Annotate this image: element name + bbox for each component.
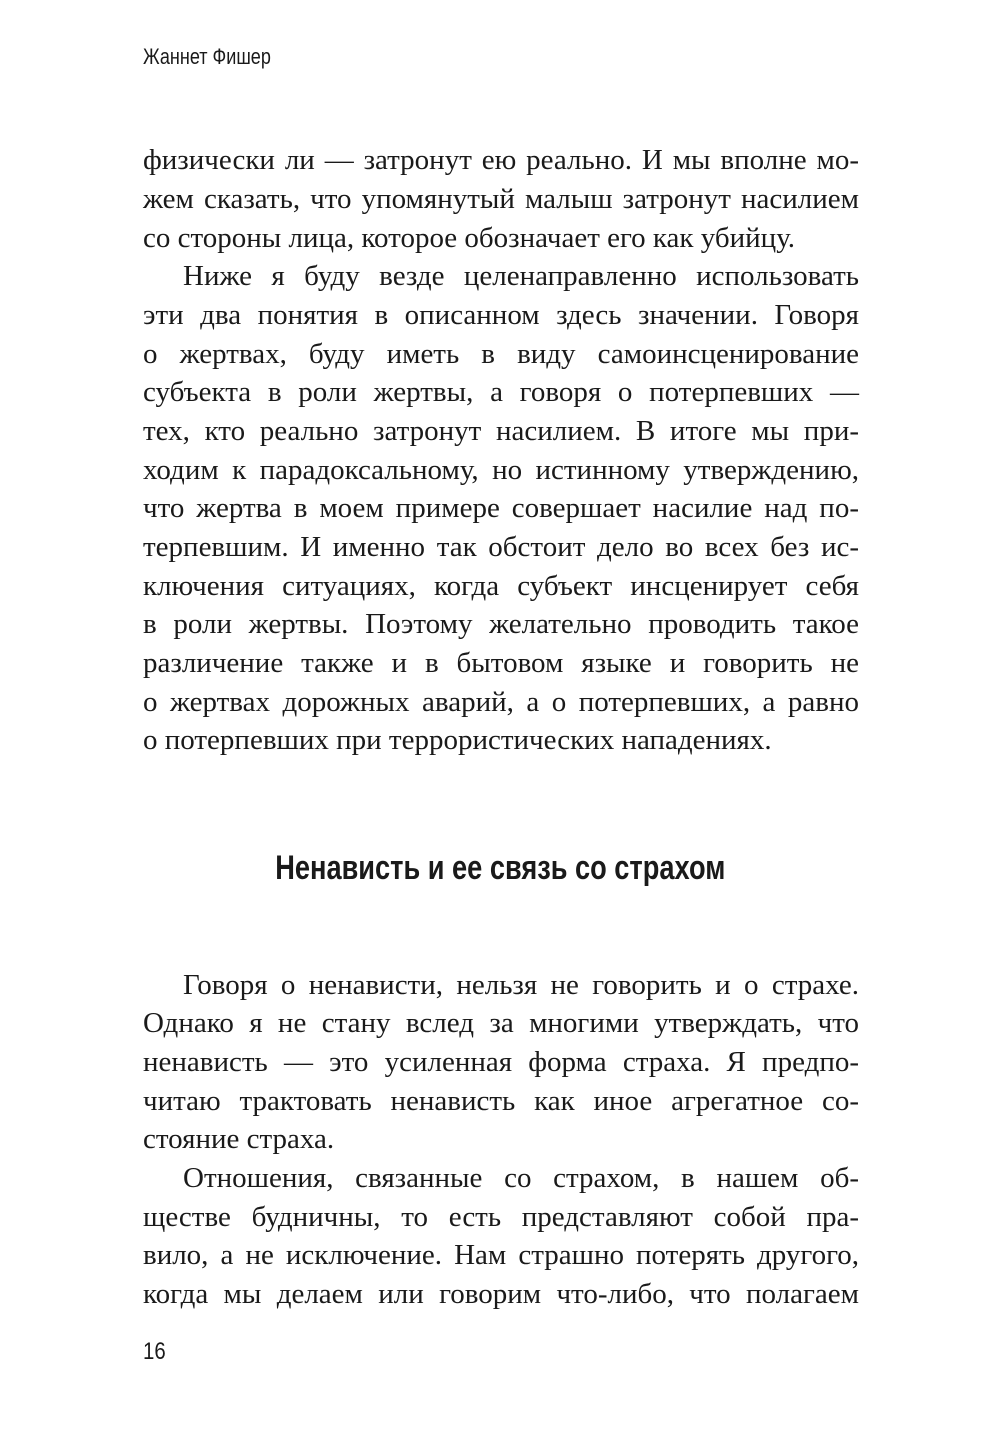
text-line: жем сказать, что упомянутый малыш затронут насилием: [143, 183, 859, 215]
text-line: Однако я не стану вслед за многими утверждать, что: [143, 1007, 859, 1039]
section-heading-text: Ненависть и ее связь со страхом: [274, 849, 726, 887]
text-line: со стороны лица, которое обозначает его как убийцу.: [143, 222, 796, 254]
text-line: терпевшим. И именно так обстоит дело во всех без ис-: [143, 531, 859, 563]
text-line: когда мы делаем или говорим что-либо, что полагаем: [143, 1278, 859, 1310]
text-line: тех, кто реально затронут насилием. В итоге мы при-: [143, 415, 859, 447]
text-line: читаю трактовать ненависть как иное агрегатное со-: [143, 1085, 859, 1117]
text-line: физически ли — затронут ею реально. И мы вполне мо-: [143, 144, 859, 176]
text-line: Ниже я буду везде целенаправленно использовать: [183, 260, 859, 292]
text-line: субъекта в роли жертвы, а говоря о потерпевших —: [143, 376, 859, 408]
page-number: 16: [143, 1338, 166, 1365]
text-line: ключения ситуациях, когда субъект инсценирует себя: [143, 570, 859, 602]
text-line: ществе будничны, то есть представляют собой пра-: [143, 1201, 859, 1233]
text-line: о потерпевших при террористических нападениях.: [143, 724, 772, 756]
text-line: о жертвах дорожных аварий, а о потерпевших, а равно: [143, 686, 859, 718]
text-line: ходим к парадоксальному, но истинному утверждению,: [143, 454, 859, 486]
running-head: Жаннет Фишер: [143, 44, 271, 69]
text-line: Говоря о ненависти, нельзя не говорить и о страхе.: [183, 969, 859, 1001]
text-line: вило, а не исключение. Нам страшно потерять другого,: [143, 1239, 859, 1271]
section-heading: [0, 846, 1000, 890]
text-line: Отношения, связанные со страхом, в нашем об-: [183, 1162, 859, 1194]
text-line: в роли жертвы. Поэтому желательно проводить такое: [143, 608, 859, 640]
text-line: ненависть — это усиленная форма страха. Я предпо-: [143, 1046, 859, 1078]
text-line: что жертва в моем примере совершает насилие над по-: [143, 492, 859, 524]
text-line: различение также и в бытовом языке и говорить не: [143, 647, 859, 679]
text-line: стояние страха.: [143, 1123, 335, 1155]
text-line: эти два понятия в описанном здесь значении. Говоря: [143, 299, 859, 331]
text-line: о жертвах, буду иметь в виду самоинсценирование: [143, 338, 859, 370]
